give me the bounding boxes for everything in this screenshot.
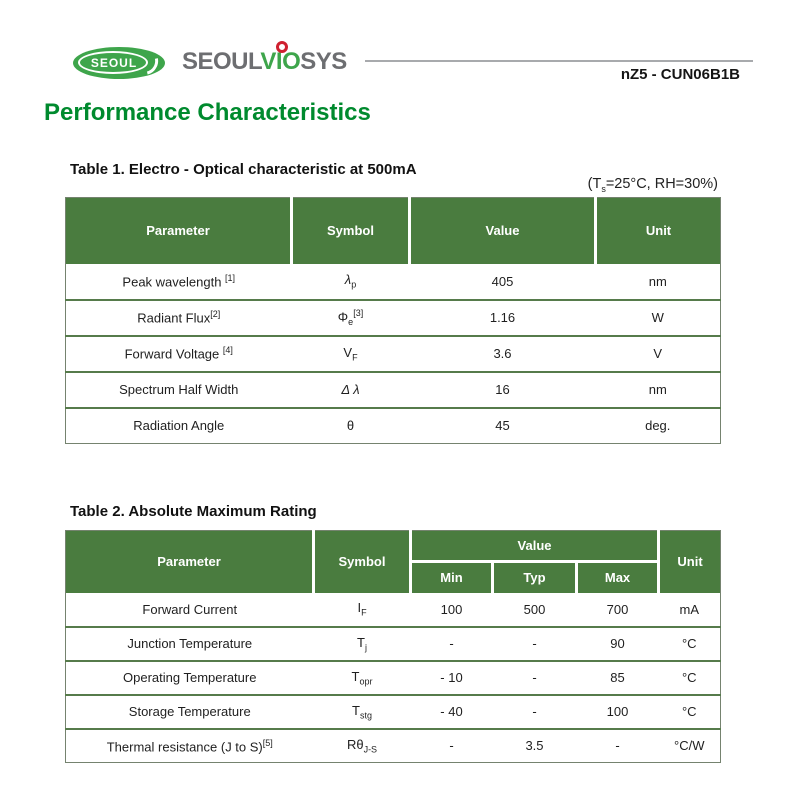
symbol-text: T	[351, 668, 360, 684]
header-divider-line	[365, 60, 753, 62]
parameter-text: Radiant Flux	[137, 310, 211, 326]
parameter-text: Forward Voltage	[124, 346, 223, 362]
parameter-text: Forward Current	[142, 601, 238, 617]
wordmark-o: O	[282, 48, 301, 75]
condition-post: =25°C, RH=30%)	[605, 176, 718, 192]
min-cell: - 10	[411, 661, 493, 695]
value-cell: 45	[410, 408, 596, 444]
symbol-text: T	[357, 634, 365, 650]
symbol-cell	[292, 372, 410, 408]
unit-cell: nm	[596, 372, 721, 408]
table2-col-symbol: Symbol	[314, 531, 411, 593]
symbol-cell	[292, 264, 410, 300]
parameter-superscript: [4]	[222, 345, 233, 356]
table-row	[66, 661, 721, 695]
typ-cell: -	[493, 661, 577, 695]
table1-header	[66, 198, 721, 264]
condition-pre: (T	[587, 176, 602, 192]
parameter-cell	[66, 729, 314, 763]
symbol-subscript: opr	[359, 676, 373, 687]
symbol-text: Δ λ	[341, 382, 360, 397]
max-cell: 700	[606, 601, 629, 617]
wordmark-i-with-red-ring: I	[275, 48, 283, 75]
table2-header	[66, 531, 721, 593]
table-row	[66, 264, 721, 300]
symbol-subscript: F	[361, 607, 367, 618]
parameter-cell	[66, 408, 292, 444]
parameter-cell	[66, 372, 292, 408]
table1-col-unit: Unit	[596, 198, 721, 264]
parameter-cell	[66, 264, 292, 300]
table2-col-typ: Typ	[493, 562, 577, 593]
unit-cell: °C	[659, 627, 721, 661]
parameter-text: Junction Temperature	[127, 636, 253, 651]
symbol-cell	[314, 627, 411, 661]
value-cell: 16	[410, 372, 596, 408]
min-cell: 100	[440, 601, 463, 617]
table-row	[66, 729, 721, 763]
symbol-subscript: p	[351, 279, 357, 290]
unit-cell: nm	[648, 273, 667, 289]
parameter-text: Thermal resistance (J to S)	[106, 738, 263, 754]
max-cell: -	[577, 729, 659, 763]
symbol-cell	[292, 408, 410, 444]
table1-body	[66, 264, 721, 444]
table-row	[66, 593, 721, 627]
table1-title: Table 1. Electro - Optical characteristic at 500mA	[70, 161, 417, 178]
part-number: nZ5 - CUN06B1B	[620, 66, 740, 83]
parameter-superscript: [2]	[210, 309, 221, 320]
typ-cell: -	[493, 627, 577, 661]
min-cell: - 40	[411, 695, 493, 729]
symbol-cell	[314, 593, 411, 627]
value-cell: 3.6	[410, 336, 596, 372]
symbol-text: θ	[346, 418, 355, 434]
max-cell: 85	[577, 661, 659, 695]
parameter-text: Operating Temperature	[123, 670, 257, 685]
table2-col-max: Max	[577, 562, 659, 593]
table-row	[66, 372, 721, 408]
wordmark-v: V	[260, 48, 276, 75]
symbol-subscript: e	[348, 316, 354, 327]
parameter-cell	[66, 593, 314, 627]
parameter-text: Storage Temperature	[128, 704, 251, 719]
table-row	[66, 695, 721, 729]
symbol-text: T	[352, 702, 360, 718]
symbol-subscript: F	[352, 352, 358, 363]
symbol-subscript: j	[364, 642, 367, 653]
symbol-text: V	[343, 344, 353, 360]
parameter-cell	[66, 661, 314, 695]
table-row	[66, 408, 721, 444]
page-title: Performance Characteristics	[44, 99, 371, 126]
table2-title: Table 2. Absolute Maximum Rating	[70, 503, 317, 520]
table-row	[66, 300, 721, 336]
parameter-cell	[66, 300, 292, 336]
value-cell: 1.16	[410, 300, 596, 336]
table2-col-min: Min	[411, 562, 493, 593]
symbol-superscript: [3]	[353, 308, 364, 319]
seoul-viosys-wordmark	[182, 48, 347, 76]
symbol-subscript: J-S	[363, 744, 378, 755]
table2-col-value-group: Value	[411, 531, 659, 562]
parameter-text: Spectrum Half Width	[119, 382, 239, 397]
parameter-superscript: [5]	[262, 737, 273, 748]
max-cell: 100	[577, 695, 659, 729]
parameter-text: Radiation Angle	[133, 418, 225, 434]
table1-col-value: Value	[410, 198, 596, 264]
table2-col-parameter: Parameter	[66, 531, 314, 593]
symbol-cell	[292, 300, 410, 336]
symbol-cell	[314, 695, 411, 729]
wordmark-sys: SYS	[300, 48, 347, 75]
typ-cell: -	[493, 695, 577, 729]
symbol-text: I	[357, 600, 362, 616]
wordmark-seoul: SEOUL	[182, 48, 261, 75]
electro-optical-table	[65, 197, 721, 444]
symbol-text: Φ	[337, 309, 349, 325]
unit-cell: mA	[679, 601, 700, 617]
max-cell: 90	[577, 627, 659, 661]
parameter-cell	[66, 627, 314, 661]
seoul-viosys-logo-icon	[73, 47, 165, 79]
parameter-cell	[66, 695, 314, 729]
symbol-text: Rθ	[346, 736, 364, 752]
table-row	[66, 627, 721, 661]
value-cell: 405	[491, 273, 514, 289]
unit-cell: W	[596, 300, 721, 336]
symbol-text: λ	[344, 272, 352, 288]
table2-body	[66, 593, 721, 763]
typ-cell: 500	[523, 601, 546, 617]
table1-col-parameter: Parameter	[66, 198, 292, 264]
min-cell: -	[411, 627, 493, 661]
symbol-cell	[314, 729, 411, 763]
parameter-superscript: [1]	[225, 272, 236, 283]
table1-col-symbol: Symbol	[292, 198, 410, 264]
unit-cell: deg.	[596, 408, 721, 444]
table2-col-unit: Unit	[659, 531, 721, 593]
symbol-cell	[292, 336, 410, 372]
table1-condition-note	[588, 176, 718, 194]
min-cell: -	[411, 729, 493, 763]
unit-cell: V	[596, 336, 721, 372]
unit-cell: °C	[659, 661, 721, 695]
parameter-cell	[66, 336, 292, 372]
logo-badge-text: SEOUL	[90, 56, 138, 70]
unit-cell: °C/W	[659, 729, 721, 763]
symbol-subscript: stg	[359, 710, 372, 721]
table-row	[66, 336, 721, 372]
absolute-maximum-rating-table	[65, 530, 721, 763]
condition-sub: s	[601, 183, 606, 194]
symbol-cell	[314, 661, 411, 695]
parameter-text: Peak wavelength	[122, 274, 226, 290]
typ-cell: 3.5	[493, 729, 577, 763]
unit-cell: °C	[659, 695, 721, 729]
